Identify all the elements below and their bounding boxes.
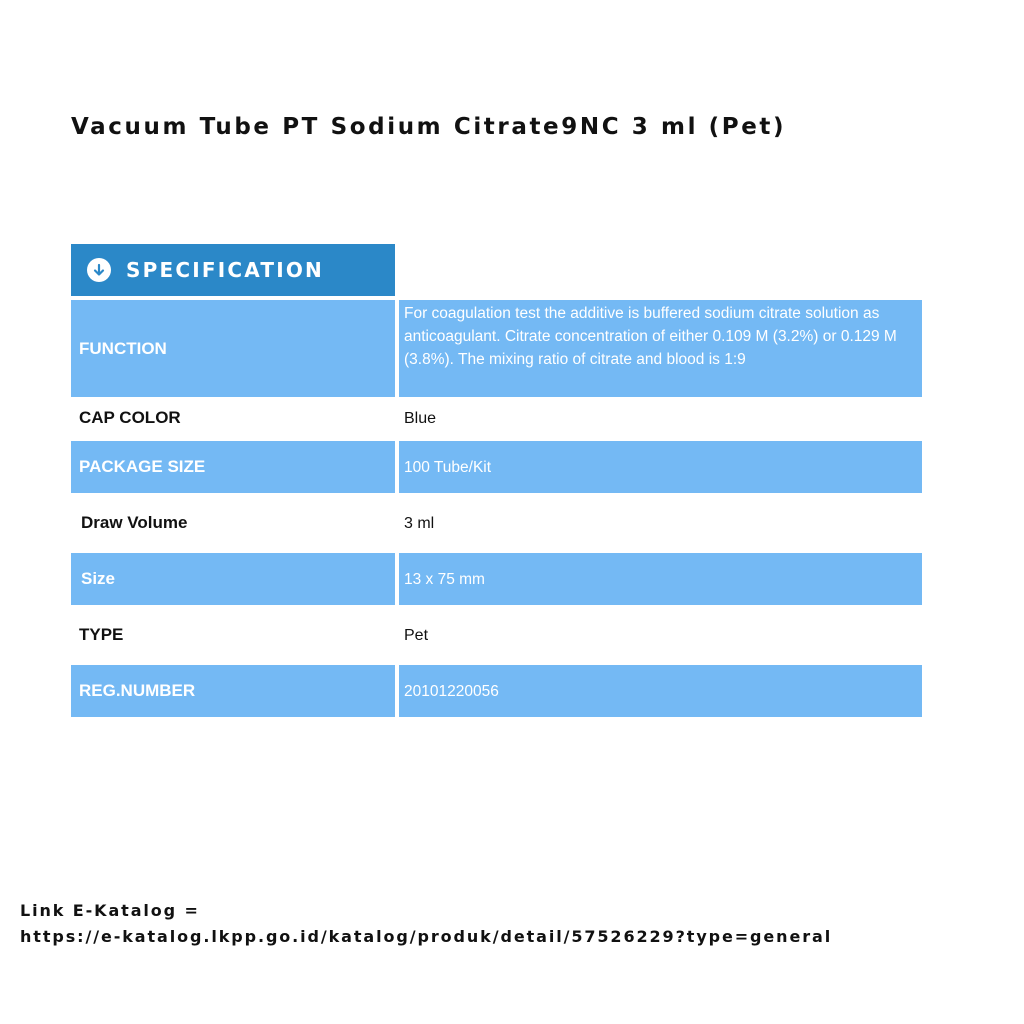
spec-label: REG.NUMBER [71,665,395,717]
e-katalog-url[interactable]: https://e-katalog.lkpp.go.id/katalog/produk/detail/57526229?type=general [20,927,833,946]
spec-row-cap-color [71,401,922,435]
spec-value: 13 x 75 mm [399,553,922,605]
spec-value: Blue [404,409,437,427]
e-katalog-link-block [20,898,832,950]
spec-row-type [71,609,922,661]
spec-row-function [71,300,922,397]
spec-row-size [71,553,922,605]
spec-label: CAP COLOR [79,408,181,427]
spec-value: 100 Tube/Kit [399,441,922,493]
specification-title: SPECIFICATION [126,258,324,282]
spec-value: 3 ml [404,514,435,532]
spec-label: Size [71,553,395,605]
spec-row-draw-volume [71,497,922,549]
spec-label: FUNCTION [71,300,395,397]
spec-label: PACKAGE SIZE [71,441,395,493]
spec-row-reg-number [71,665,922,717]
e-katalog-label: Link E-Katalog = [20,901,200,920]
page-title: Vacuum Tube PT Sodium Citrate9NC 3 ml (Pet) [71,114,787,140]
spec-value: Pet [404,626,429,644]
arrow-down-circle-icon [87,258,111,282]
spec-value: 20101220056 [399,665,922,717]
spec-label: TYPE [79,625,124,644]
spec-label: Draw Volume [81,513,188,532]
specification-header [71,244,395,296]
spec-value: For coagulation test the additive is buffered sodium citrate solution as anticoagulant. Citrate concentration of either 0.109 M (3.2%) or 0.129 M (3.8%). The mixing ratio of citrate and blood is 1:9 [399,300,922,397]
spec-row-package-size [71,441,922,493]
